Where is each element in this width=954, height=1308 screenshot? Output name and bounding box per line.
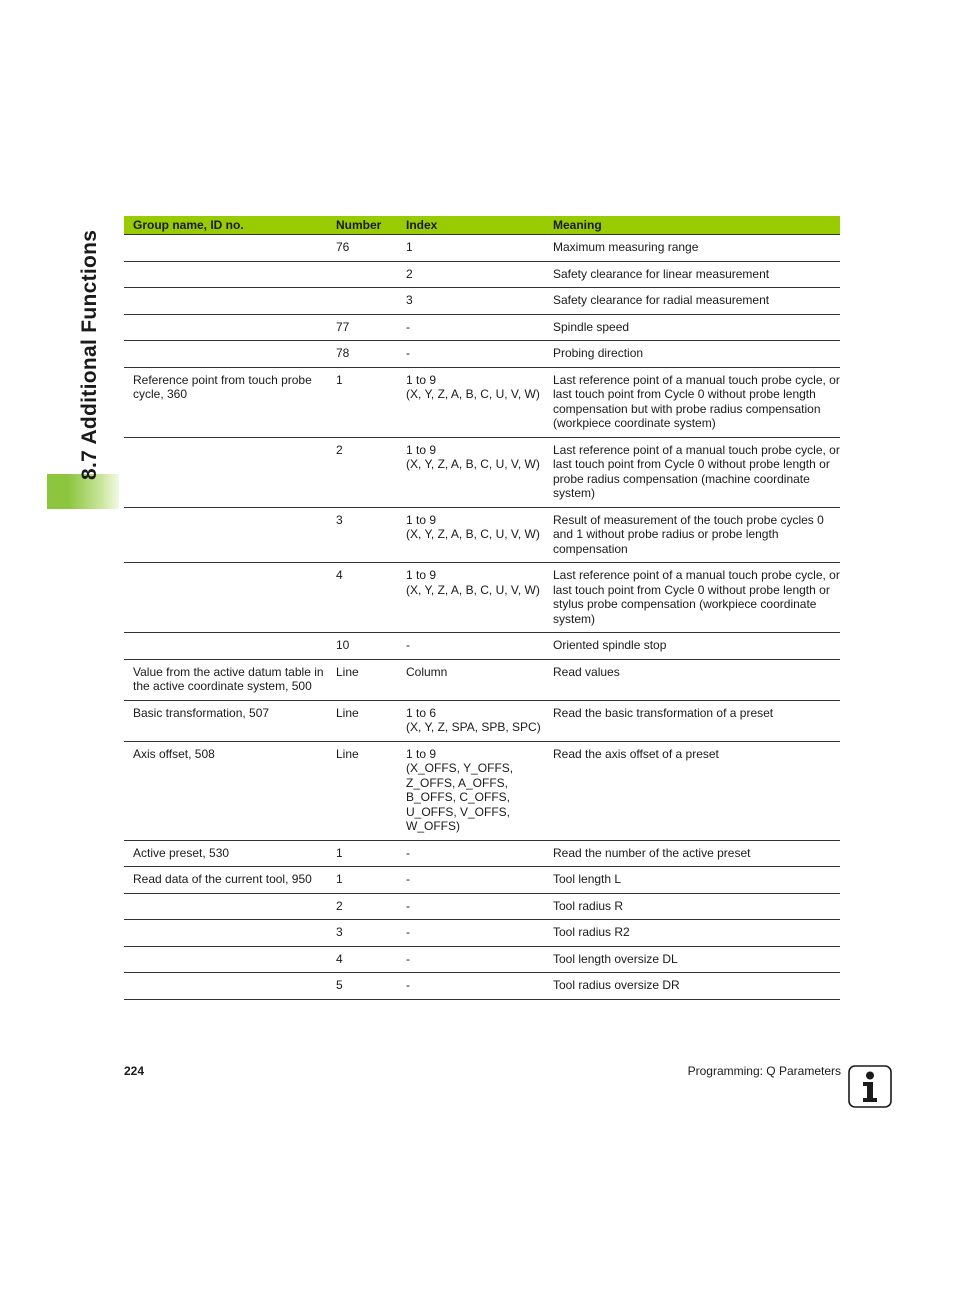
table-row bbox=[124, 437, 840, 507]
cell-group-name bbox=[124, 235, 327, 262]
cell-group-name bbox=[124, 920, 327, 947]
cell-index: - bbox=[397, 341, 544, 368]
cell-meaning: Read the axis offset of a preset bbox=[544, 741, 840, 840]
cell-number bbox=[327, 288, 397, 315]
table-row bbox=[124, 893, 840, 920]
cell-index: 1 to 9 (X, Y, Z, A, B, C, U, V, W) bbox=[397, 367, 544, 437]
cell-meaning: Oriented spindle stop bbox=[544, 633, 840, 660]
cell-number: 1 bbox=[327, 367, 397, 437]
cell-meaning: Read values bbox=[544, 659, 840, 700]
cell-number: 3 bbox=[327, 920, 397, 947]
cell-meaning: Maximum measuring range bbox=[544, 235, 840, 262]
table-row bbox=[124, 946, 840, 973]
cell-number: Line bbox=[327, 741, 397, 840]
cell-number: 2 bbox=[327, 893, 397, 920]
cell-number: 1 bbox=[327, 867, 397, 894]
cell-meaning: Read the basic transformation of a preset bbox=[544, 700, 840, 741]
table-row bbox=[124, 920, 840, 947]
cell-number: 4 bbox=[327, 563, 397, 633]
cell-meaning: Spindle speed bbox=[544, 314, 840, 341]
cell-number: 10 bbox=[327, 633, 397, 660]
table-row bbox=[124, 700, 840, 741]
cell-index: 1 to 9 (X, Y, Z, A, B, C, U, V, W) bbox=[397, 437, 544, 507]
cell-group-name: Reference point from touch probe cycle, 360 bbox=[124, 367, 327, 437]
chapter-title: Programming: Q Parameters bbox=[687, 1064, 841, 1078]
cell-group-name bbox=[124, 341, 327, 368]
table-row bbox=[124, 235, 840, 262]
cell-index: - bbox=[397, 973, 544, 1000]
cell-number: 4 bbox=[327, 946, 397, 973]
cell-index: 3 bbox=[397, 288, 544, 315]
table-row bbox=[124, 840, 840, 867]
cell-index: 1 bbox=[397, 235, 544, 262]
table-row bbox=[124, 741, 840, 840]
cell-meaning: Probing direction bbox=[544, 341, 840, 368]
header-index: Index bbox=[397, 216, 544, 235]
cell-meaning: Last reference point of a manual touch probe cycle, or last touch point from Cycle 0 without probe length compensation but with probe radius compensation (workpiece coordinate system) bbox=[544, 367, 840, 437]
cell-index: - bbox=[397, 633, 544, 660]
parameter-table bbox=[124, 216, 840, 1000]
cell-group-name: Basic transformation, 507 bbox=[124, 700, 327, 741]
cell-meaning: Tool radius R2 bbox=[544, 920, 840, 947]
cell-meaning: Last reference point of a manual touch probe cycle, or last touch point from Cycle 0 without probe length or stylus probe compensation (workpiece coordinate system) bbox=[544, 563, 840, 633]
cell-index: 2 bbox=[397, 261, 544, 288]
cell-index: 1 to 9 (X, Y, Z, A, B, C, U, V, W) bbox=[397, 563, 544, 633]
cell-index: 1 to 6 (X, Y, Z, SPA, SPB, SPC) bbox=[397, 700, 544, 741]
cell-number: 1 bbox=[327, 840, 397, 867]
cell-group-name bbox=[124, 507, 327, 563]
cell-index: - bbox=[397, 314, 544, 341]
cell-number: 76 bbox=[327, 235, 397, 262]
table-row bbox=[124, 563, 840, 633]
table-row bbox=[124, 261, 840, 288]
cell-meaning: Last reference point of a manual touch probe cycle, or last touch point from Cycle 0 without probe length or probe radius compensation (machine coordinate system) bbox=[544, 437, 840, 507]
table-row bbox=[124, 507, 840, 563]
cell-index: - bbox=[397, 840, 544, 867]
table-body bbox=[124, 235, 840, 1000]
cell-number bbox=[327, 261, 397, 288]
cell-meaning: Result of measurement of the touch probe cycles 0 and 1 without probe radius or probe length compensation bbox=[544, 507, 840, 563]
cell-group-name: Value from the active datum table in the active coordinate system, 500 bbox=[124, 659, 327, 700]
table-row bbox=[124, 367, 840, 437]
cell-group-name: Active preset, 530 bbox=[124, 840, 327, 867]
cell-group-name bbox=[124, 946, 327, 973]
info-icon bbox=[848, 1065, 892, 1108]
cell-meaning: Read the number of the active preset bbox=[544, 840, 840, 867]
cell-meaning: Safety clearance for linear measurement bbox=[544, 261, 840, 288]
cell-number: Line bbox=[327, 700, 397, 741]
cell-group-name bbox=[124, 314, 327, 341]
cell-index: 1 to 9 (X, Y, Z, A, B, C, U, V, W) bbox=[397, 507, 544, 563]
cell-index: - bbox=[397, 867, 544, 894]
cell-index: - bbox=[397, 920, 544, 947]
table-header-row bbox=[124, 216, 840, 235]
cell-meaning: Safety clearance for radial measurement bbox=[544, 288, 840, 315]
header-number: Number bbox=[327, 216, 397, 235]
cell-index: - bbox=[397, 946, 544, 973]
cell-meaning: Tool length oversize DL bbox=[544, 946, 840, 973]
cell-number: Line bbox=[327, 659, 397, 700]
table-row bbox=[124, 659, 840, 700]
cell-number: 78 bbox=[327, 341, 397, 368]
section-title: 8.7 Additional Functions bbox=[78, 229, 101, 480]
cell-group-name bbox=[124, 437, 327, 507]
cell-number: 77 bbox=[327, 314, 397, 341]
cell-index: 1 to 9 (X_OFFS, Y_OFFS, Z_OFFS, A_OFFS, B_OFFS, C_OFFS, U_OFFS, V_OFFS, W_OFFS) bbox=[397, 741, 544, 840]
table-row bbox=[124, 633, 840, 660]
cell-group-name: Read data of the current tool, 950 bbox=[124, 867, 327, 894]
table-row bbox=[124, 314, 840, 341]
cell-group-name bbox=[124, 288, 327, 315]
table-row bbox=[124, 341, 840, 368]
cell-group-name bbox=[124, 893, 327, 920]
cell-meaning: Tool radius oversize DR bbox=[544, 973, 840, 1000]
cell-group-name bbox=[124, 973, 327, 1000]
cell-number: 2 bbox=[327, 437, 397, 507]
table-row bbox=[124, 973, 840, 1000]
header-meaning: Meaning bbox=[544, 216, 840, 235]
cell-meaning: Tool radius R bbox=[544, 893, 840, 920]
table-row bbox=[124, 288, 840, 315]
cell-index: Column bbox=[397, 659, 544, 700]
cell-group-name bbox=[124, 633, 327, 660]
cell-number: 3 bbox=[327, 507, 397, 563]
cell-meaning: Tool length L bbox=[544, 867, 840, 894]
page-number: 224 bbox=[124, 1064, 145, 1078]
table-row bbox=[124, 867, 840, 894]
cell-group-name bbox=[124, 563, 327, 633]
cell-index: - bbox=[397, 893, 544, 920]
cell-group-name bbox=[124, 261, 327, 288]
cell-group-name: Axis offset, 508 bbox=[124, 741, 327, 840]
header-group-name: Group name, ID no. bbox=[124, 216, 327, 235]
cell-number: 5 bbox=[327, 973, 397, 1000]
